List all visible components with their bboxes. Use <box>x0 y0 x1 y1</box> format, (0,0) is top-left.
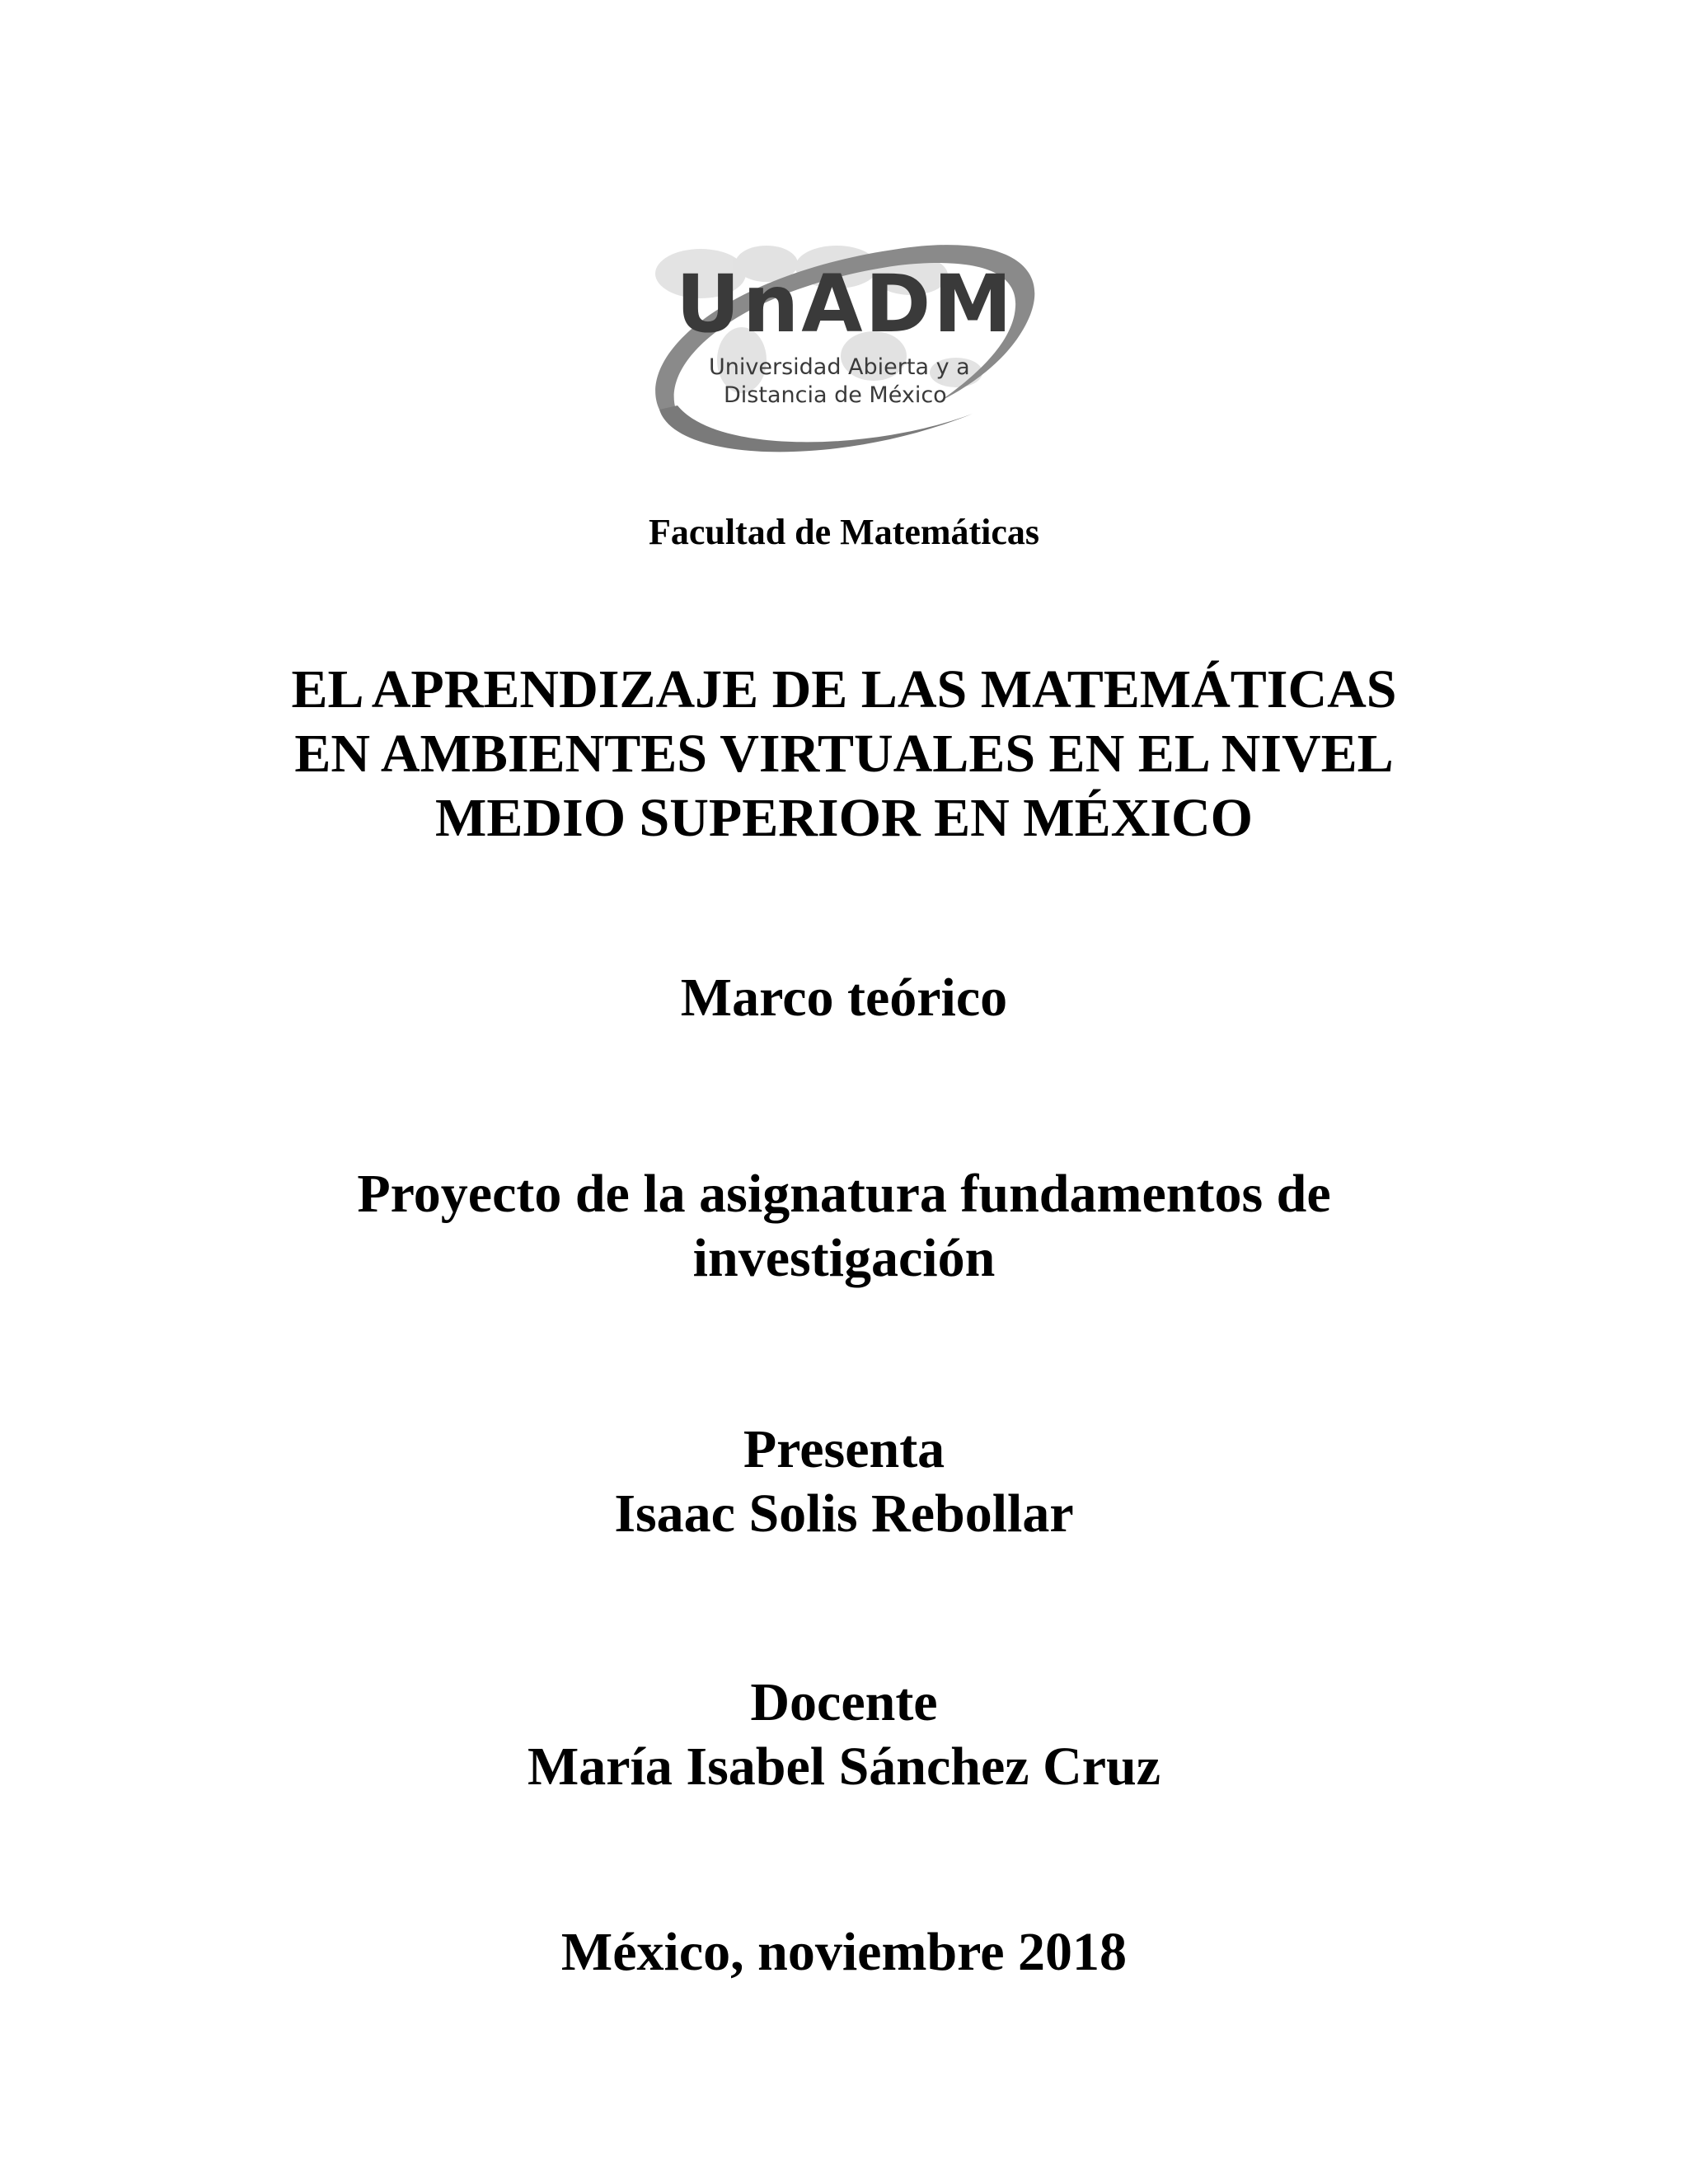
teacher-label: Docente <box>750 1672 938 1732</box>
document-date: México, noviembre 2018 <box>560 1922 1128 1982</box>
faculty-name: Facultad de Matemáticas <box>648 512 1040 552</box>
presenter-name: Isaac Solis Rebollar <box>614 1483 1074 1544</box>
project-line-2: investigación <box>692 1228 996 1288</box>
logo-line-1: Universidad Abierta y a <box>709 354 970 380</box>
title-line-1: EL APRENDIZAJE DE LAS MATEMÁTICAS <box>291 659 1397 719</box>
document-title <box>0 658 1688 851</box>
title-line-3: MEDIO SUPERIOR EN MÉXICO <box>435 788 1253 848</box>
project-description <box>0 1162 1688 1291</box>
presenter-block <box>0 1418 1688 1546</box>
teacher-name: María Isabel Sánchez Cruz <box>527 1736 1161 1797</box>
unadm-logo <box>626 216 1055 471</box>
teacher-block <box>0 1671 1688 1799</box>
title-line-2: EN AMBIENTES VIRTUALES EN EL NIVEL <box>294 724 1394 784</box>
document-subtitle: Marco teórico <box>680 968 1008 1028</box>
presenter-label: Presenta <box>743 1419 945 1479</box>
logo-acronym: UnADM <box>676 258 1015 350</box>
logo-line-2: Distancia de México <box>724 382 947 408</box>
project-line-1: Proyecto de la asignatura fundamentos de <box>357 1164 1331 1224</box>
